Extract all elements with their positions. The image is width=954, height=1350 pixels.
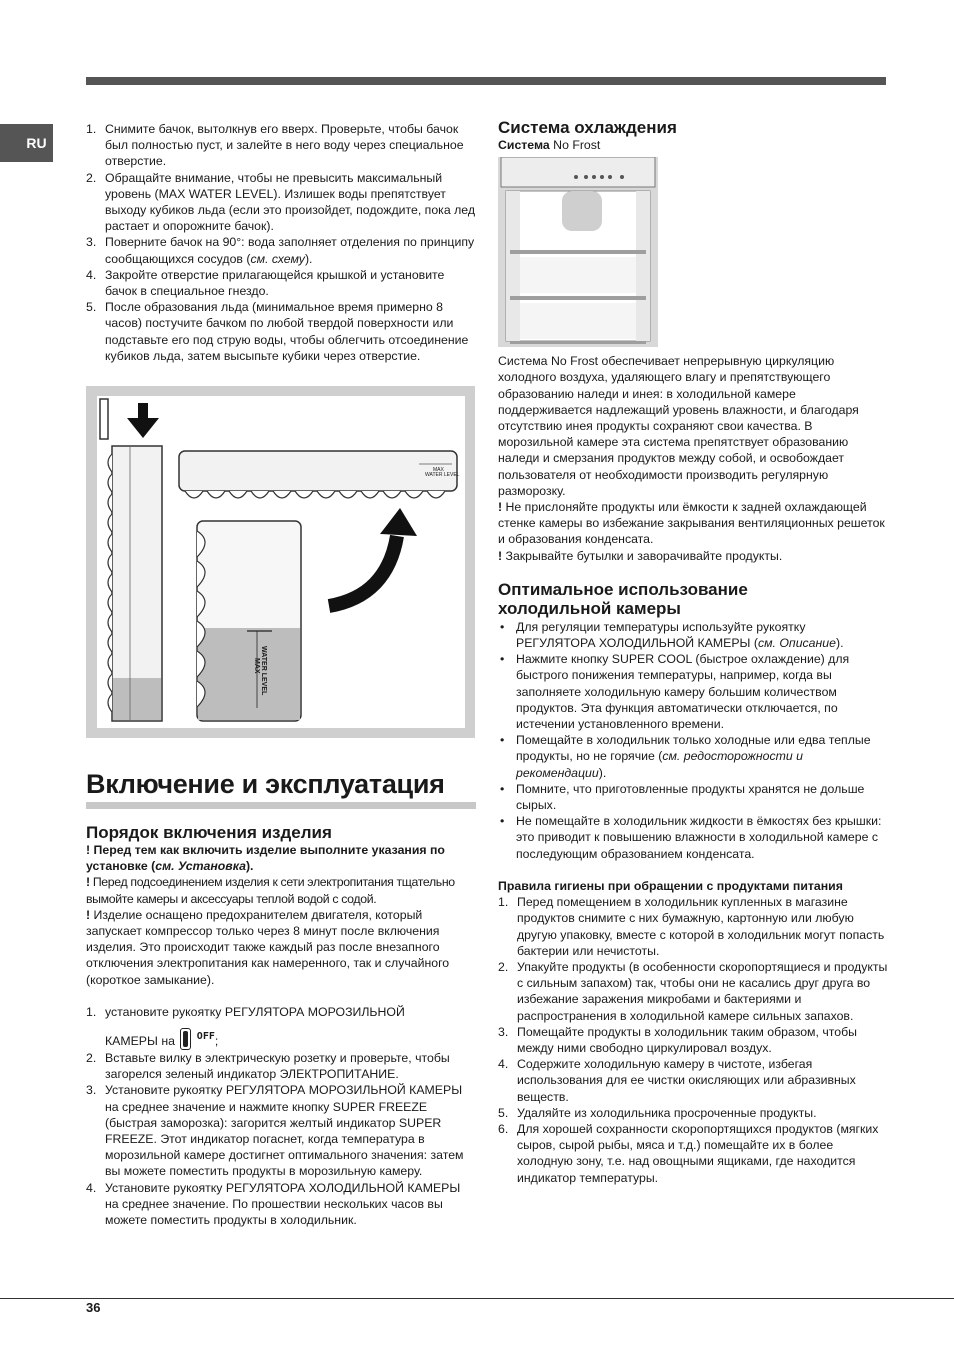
list-item: 4. Содержите холодильную камеру в чистоте, избегая использования для ее чистки окисляющих или абразивных веществ. xyxy=(498,1057,856,1104)
cooling-note-1: ! Не прислоняйте продукты или ёмкости к задней охлаждающей стенке камеры во избежание закрывания вентиляционных решеток и образования конденсата. xyxy=(498,500,885,547)
startup-section xyxy=(86,768,476,1228)
figure-canvas xyxy=(97,396,465,728)
cooling-heading: Система охлаждения xyxy=(498,118,677,137)
rotate-arrow-icon xyxy=(329,508,417,606)
list-item: • Помните, что приготовленные продукты хранятся не дольше сырых. xyxy=(498,781,888,813)
optimal-list xyxy=(498,619,888,862)
footer-rule xyxy=(0,1298,954,1299)
list-item: 3. Установите рукоятку РЕГУЛЯТОРА МОРОЗИЛЬНОЙ КАМЕРЫ на среднее значение и нажмите кнопку SUPER FREEZE (быстрая заморозка): загорится желтый индикатор SUPER FREEZE. Этот индикатор погаснет, когда температура в морозильной камере достигнет оптимального значения: затем вы можете поместить продукты в морозильную камеру. xyxy=(86,1083,464,1179)
header-rule xyxy=(86,77,886,85)
list-item: 3. Поверните бачок на 90°: вода заполняет отделения по принципу сообщающихся сосудов (см. схему). xyxy=(86,235,475,266)
title-rule xyxy=(86,802,476,809)
list-item: 5. После образования льда (минимальное время примерно 8 часов) постучите бачком по любой твердой поверхности или подставьте его под струю воды, чтобы облегчить отсоединение кубиков льда, затем высыпьте кубики через отверстие. xyxy=(86,300,469,363)
startup-heading: Порядок включения изделия xyxy=(86,823,332,842)
ice-tray-figure xyxy=(86,386,475,738)
list-item: 5. Удаляйте из холодильника просроченные продукты. xyxy=(498,1105,817,1120)
list-item: • Помещайте в холодильник только холодные или едва теплые продукты, но не горячие (см. редосторожности и рекомендации). xyxy=(498,732,888,781)
list-item: 2. Вставьте вилку в электрическую розетку и проверьте, чтобы загорелся зеленый индикатор ЭЛЕКТРОПИТАНИЕ. xyxy=(86,1051,450,1082)
list-item: 3. Помещайте продукты в холодильник таким образом, чтобы между ними свободно циркулировал воздух. xyxy=(498,1024,857,1055)
list-item: • Не помещайте в холодильник жидкости в ёмкостях без крышки: это приводит к повышению влажности в холодильной камере с последующим образованием конденсата. xyxy=(498,813,888,862)
language-tab: RU xyxy=(0,124,53,162)
startup-warning-1: ! Перед тем как включить изделие выполните указания по установке (см. Установка). xyxy=(86,843,445,874)
list-item: • Нажмите кнопку SUPER COOL (быстрое охлаждение) для быстрого понижения температуры, например, когда вы заполняете холодильную камеру большим количеством продуктов. Эта функция автоматически отключается, по истечении установленного времени. xyxy=(498,651,888,732)
list-item: 2. Обращайте внимание, чтобы не превысить максимальный уровень (MAX WATER LEVEL). Излишек воды препятствует выходу кубиков льда (если это произойдет, подождите, пока лед растает и опорожните бачок). xyxy=(86,170,476,234)
hygiene-heading: Правила гигиены при обращении с продуктами питания xyxy=(498,878,843,893)
list-item: 4. Закройте отверстие прилагающейся крышкой и установите бачок в специальное гнездо. xyxy=(86,267,445,299)
list-item: 1. Перед помещением в холодильник купленных в магазине продуктов снимите с них бумажную, картонную или любую другую упаковку, вместе с которой в холодильник могут попасть бактерии или нечистоты. xyxy=(498,895,885,958)
cooling-subheading: Система No Frost xyxy=(498,138,601,152)
startup-warning-2: ! Перед подсоединением изделия к сети электропитания тщательно вымойте камеры и аксессуары теплой водой с содой. xyxy=(86,875,455,906)
startup-steps xyxy=(86,1004,476,1228)
cooling-note-2: ! Закрывайте бутылки и заворачивайте продукты. xyxy=(498,548,783,563)
optimal-heading: Оптимальное использование холодильной камеры xyxy=(498,579,748,618)
cooling-body: Система No Frost обеспечивает непрерывную циркуляцию холодного воздуха, удаляющего влагу и препятствующего образованию наледи и инея: в холодильной камере поддерживается надлежащий уровень влажности, и благодаря отсутствию инея продукты сохраняют свои качества. В морозильной камере эта система препятствует образованию наледи и смерзания продуктов между собой, и освобождает пользователя от необходимости производить регулярную разморозку. xyxy=(498,354,859,498)
tray-max-label-vertical: MAX xyxy=(253,658,260,674)
hygiene-list xyxy=(498,894,888,1186)
icemaker-steps xyxy=(86,121,476,364)
tray-water-level-label: WATER LEVEL xyxy=(425,472,460,478)
fridge-interior-image xyxy=(498,157,658,347)
freezer-knob-icon xyxy=(180,1028,191,1050)
startup-warning-3: ! Изделие оснащено предохранителем двигателя, который запускает компрессор только через 8 минут после включения изделия. Это происходит также каждый раз после внезапного отключения электропитания как намеренного, так и случайного (короткое замыкание). xyxy=(86,907,450,987)
list-item: 1. Снимите бачок, вытолкнув его вверх. Проверьте, чтобы бачок был полностью пуст, и залейте в него воду через специальное отверстие. xyxy=(86,122,464,169)
tray-max-label: MAX xyxy=(433,467,444,473)
list-item: 4. Установите рукоятку РЕГУЛЯТОРА ХОЛОДИЛЬНОЙ КАМЕРЫ на среднее значение. По прошествии нескольких часов вы можете поместить продукты в холодильник. xyxy=(86,1180,461,1228)
page-title: Включение и эксплуатация xyxy=(86,769,445,799)
ice-tray-illustration xyxy=(97,396,465,728)
list-item: 1. установите рукоятку РЕГУЛЯТОРА МОРОЗИЛЬНОЙ КАМЕРЫ на $^{OFF}$; xyxy=(86,1004,405,1049)
left-column xyxy=(86,121,476,364)
page-number: 36 xyxy=(86,1300,101,1315)
list-item: 2. Упакуйте продукты (в особенности скоропортящиеся и продукты с сильным запахом) так, чтобы они не касались друг друга во избежание заражения микробами и бактериями и распространения в холодильной камере сильных запахов. xyxy=(498,959,888,1023)
right-column xyxy=(498,118,888,1186)
list-item: 6. Для хорошей сохранности скоропортящихся продуктов (мягких сыров, сырой рыбы, мяса и т.д.) помещайте их в более холодную зону, т.е. над овощными ящиками, где находится индикатор температуры. xyxy=(498,1121,879,1185)
list-item: • Для регуляции температуры используйте рукоятку РЕГУЛЯТОРА ХОЛОДИЛЬНОЙ КАМЕРЫ (см. Описание). xyxy=(498,619,888,651)
fridge-photo xyxy=(498,157,658,347)
down-arrow-icon xyxy=(127,403,159,438)
tray-water-level-vertical: WATER LEVEL xyxy=(260,646,267,696)
